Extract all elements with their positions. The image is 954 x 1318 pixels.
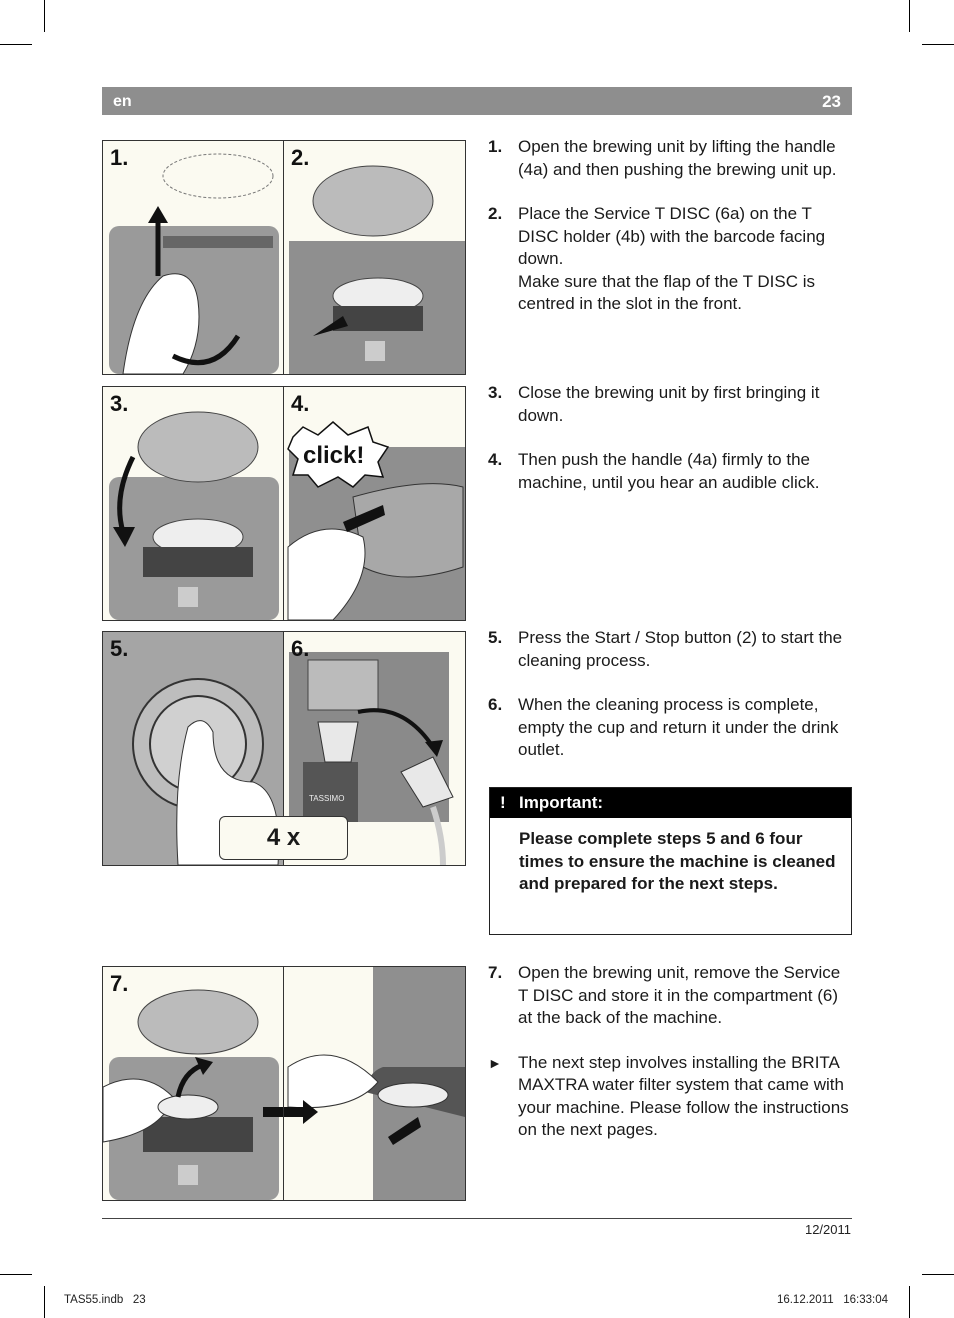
step-number: 5. [488, 628, 503, 647]
crop-mark [909, 1286, 910, 1318]
step-text: The next step involves installing the BRITA MAXTRA water filter system that came with your machine. Please follow the instructions on the next pages. [518, 1052, 849, 1139]
print-slug-file: TAS55.indb 23 [64, 1294, 146, 1306]
language-label: en [113, 93, 132, 110]
step-number: 1. [488, 137, 503, 156]
arrow-bullet-icon: ► [488, 1054, 502, 1071]
crop-mark [922, 1274, 954, 1275]
steps-group-3-4 [488, 382, 853, 494]
step-number-label: 7. [110, 971, 129, 996]
footer-rule [102, 1218, 852, 1219]
step-number-label: 1. [110, 145, 129, 170]
important-notice-box [489, 787, 852, 935]
step-text: Then push the handle (4a) firmly to the machine, until you hear an audible click. [518, 450, 820, 492]
crop-mark [0, 44, 32, 45]
important-body: Please complete steps 5 and 6 four times to ensure the machine is cleaned and prepared for the next steps. [519, 829, 836, 893]
step-number-label: 5. [110, 636, 129, 661]
illustration-panel-1-2 [102, 140, 466, 375]
crop-mark [922, 44, 954, 45]
step-number: 2. [488, 204, 503, 223]
remove-disc-illustration [103, 967, 465, 1200]
brewing-unit-close-illustration [103, 387, 465, 620]
panel-divider [283, 967, 284, 1200]
panel-divider [283, 387, 284, 620]
step-item [488, 694, 853, 762]
steps-group-7 [488, 962, 853, 1142]
step-item [488, 962, 853, 1030]
step-item [488, 136, 853, 181]
page-number: 23 [822, 92, 841, 111]
illustration-panel-5-6 [102, 631, 466, 866]
click-sound-label: click! [303, 442, 365, 469]
step-note: Make sure that the flap of the T DISC is centred in the slot in the front. [518, 271, 816, 313]
steps-group-1-2 [488, 136, 853, 316]
step-number-label: 2. [291, 145, 310, 170]
page-header-bar [102, 87, 852, 115]
crop-mark [0, 1274, 32, 1275]
crop-mark [44, 0, 45, 32]
print-slug-timestamp: 16.12.2011 16:33:04 [776, 1294, 888, 1306]
step-number: 3. [488, 383, 503, 402]
step-text: Press the Start / Stop button (2) to start the cleaning process. [518, 628, 843, 670]
step-number-label: 3. [110, 391, 129, 416]
crop-mark [44, 1286, 45, 1318]
step-item [488, 1052, 853, 1142]
step-number: 4. [488, 450, 503, 469]
step-text: When the cleaning process is complete, empty the cup and return it under the drink outlet. [518, 695, 839, 759]
illustration-panel-7 [102, 966, 466, 1201]
brand-label: TASSIMO [309, 794, 345, 803]
important-title: Important: [519, 793, 604, 812]
illustration-panel-3-4 [102, 386, 466, 621]
step-text: Open the brewing unit, remove the Service T DISC and store it in the compartment (6) at the back of the machine. [518, 963, 841, 1027]
step-number: 7. [488, 963, 503, 982]
step-number-label: 6. [291, 636, 310, 661]
step-number: 6. [488, 695, 503, 714]
step-number-label: 4. [291, 391, 310, 416]
exclamation-icon: ! [500, 793, 506, 812]
step-text: Close the brewing unit by first bringing it down. [518, 383, 820, 425]
step-text: Place the Service T DISC (6a) on the T DISC holder (4b) with the barcode facing down. [518, 204, 826, 268]
footer-date: 12/2011 [804, 1222, 851, 1237]
step-item [488, 627, 853, 672]
step-item [488, 382, 853, 427]
step-item [488, 449, 853, 494]
crop-mark [909, 0, 910, 32]
step-item [488, 203, 853, 316]
brewing-unit-open-illustration [103, 141, 465, 374]
steps-group-5-6 [488, 627, 853, 762]
step-text: Open the brewing unit by lifting the handle (4a) and then pushing the brewing unit up. [518, 137, 837, 179]
panel-divider [283, 141, 284, 374]
important-header [490, 788, 851, 818]
repeat-count-badge: 4 x [219, 816, 348, 860]
